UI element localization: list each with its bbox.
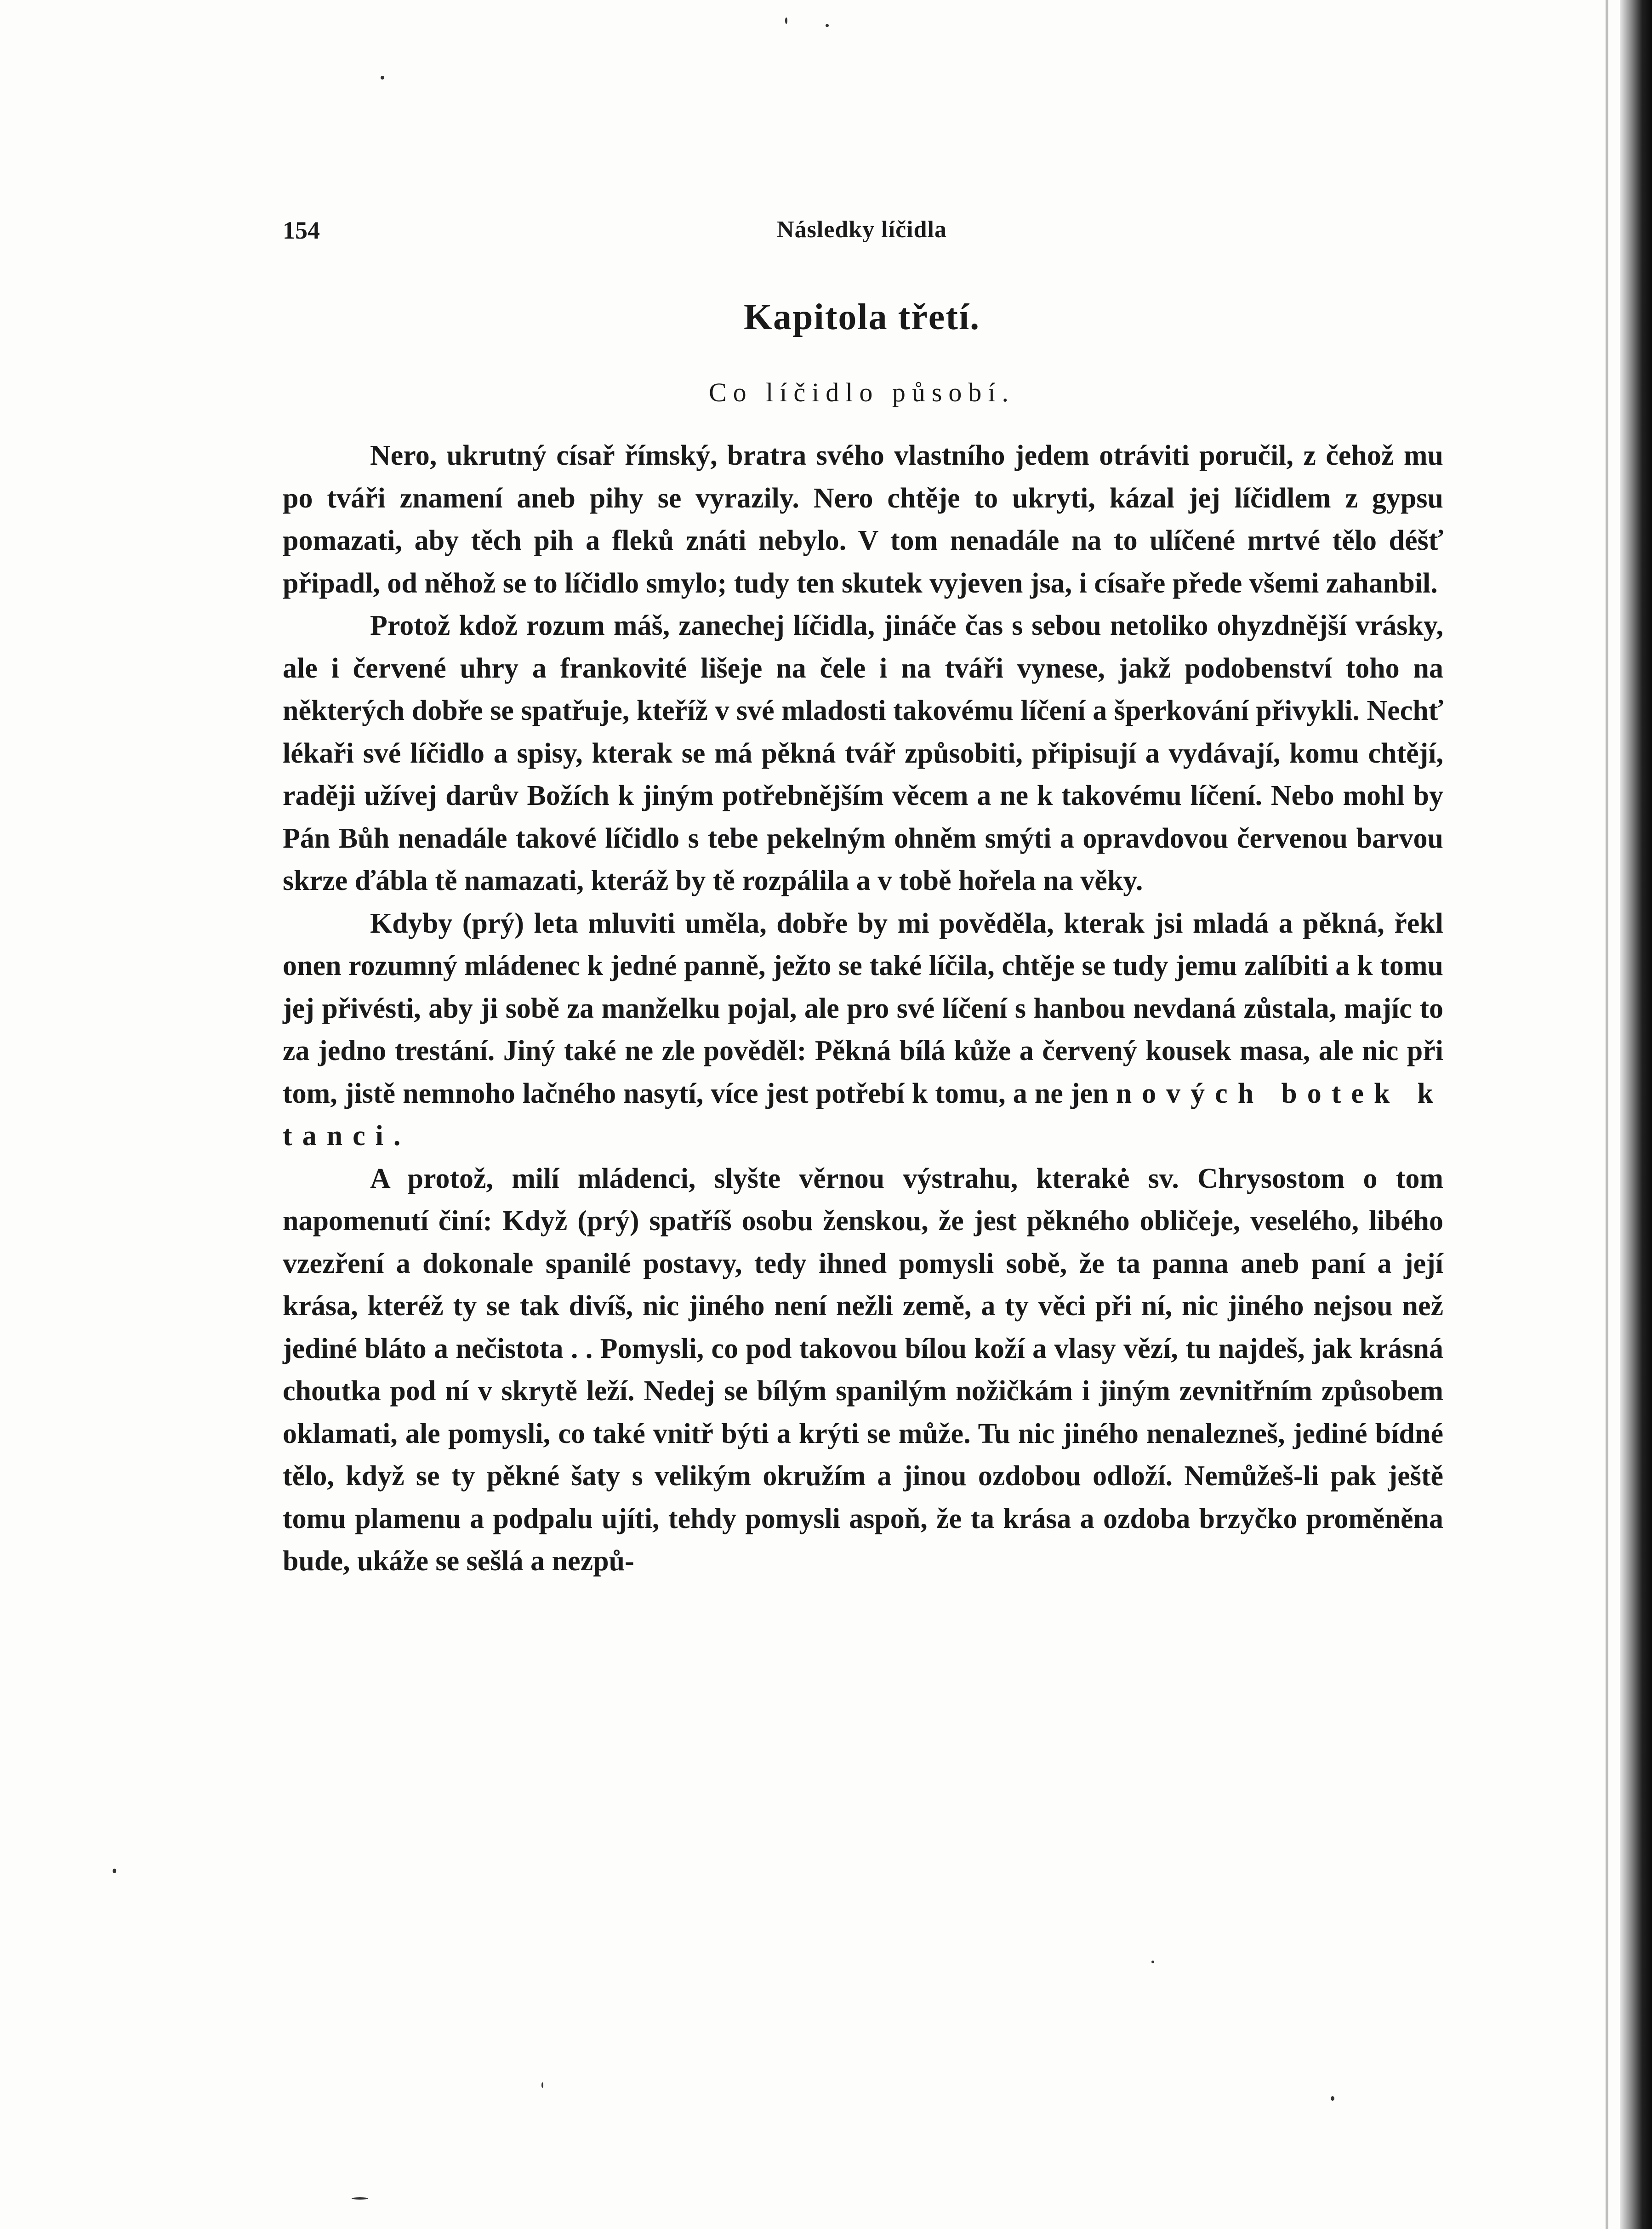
chapter-subtitle: Co líčidlo působí. [708, 377, 1015, 407]
chapter-title: Kapitola třetí. [743, 297, 980, 337]
speck [352, 2197, 368, 2200]
paragraph-3-spaced-ending: nových botek k tanci. [283, 1077, 1443, 1152]
running-head: Následky líčidla [777, 217, 947, 243]
speck [1331, 2096, 1334, 2101]
paragraph-3-text: Kdyby (prý) leta mluviti uměla, dobře by mi pověděla, kterak jsi mladá a pěkná, řekl onen rozumný mládenec k jedné panně, ježto se také líčila, chtěje se tudy jemu zalíbiti a k tomu jej přivésti, aby ji sobě za manželku pojal, ale pro své líčení s hanbou nevdaná zůstala, majíc to za jedno trestání. Jiný také ne zle pověděl: Pěkná bílá kůže a červený kousek masa, ale nic při tom, jistě nemnoho lačného nasytí, více jest potřebí k tomu, a ne jen [283, 907, 1443, 1109]
paragraph-1: Nero, ukrutný císař římský, bratra svého vlastního jedem otráviti poručil, z čehož mu po tváři znamení aneb pihy se vyrazily. Nero chtěje to ukryti, kázal jej líčidlem z gypsu pomazati, aby těch pih a fleků znáti nebylo. V tom nenadále na to ulíčené mrtvé tělo déšť připadl, od něhož se to líčidlo smylo; tudy ten skutek vyjeven jsa, i císaře přede všemi zahanbil. [283, 440, 1443, 599]
paragraph-2: Protož kdož rozum máš, zanechej líčidla, jináče čas s sebou netoliko ohyzdnější vrásky, ale i červené uhry a frankovité lišeje na čele i na tváři vynese, jakž podobenství toho na některých dobře se spatřuje, kteříž v své mladosti takovému líčení a šperkování přivykli. Nechť lékaři své líčidlo a spisy, kterak se má pěkná tvář způsobiti, připisují a vydávají, komu chtějí, raději užívej darův Božích k jiným potřebnějším věcem a ne k takovému líčení. Nebo mohl by Pán Bůh nenadále takové líčidlo s tebe pekelným ohněm smýti a opravdovou červenou barvou skrze ďábla tě namazati, kteráž by tě rozpálila a v tobě hořela na věky. [283, 610, 1443, 896]
speck [381, 76, 384, 80]
paragraph-4: A protož, milí mládenci, slyšte věrnou výstrahu, kterakė sv. Chrysostom o tom napomenutí činí: Když (prý) spatříš osobu ženskou, že jest pěkného obličeje, veselého, libého vzezření a dokonale spanilé postavy, tedy ihned pomysli sobě, že ta panna aneb paní a její krása, kteréž ty se tak divíš, nic jiného není nežli země, a ty věci při ní, nic jiného nejsou než jediné bláto a nečistota . . Pomysli, co pod takovou bílou koží a vlasy vězí, tu najdeš, jak krásná choutka pod ní v skrytě leží. Nedej se bílým spanilým nožičkám i jiným zevnitřním způsobem oklamati, ale pomysli, co také vnitř býti a krýti se může. Tu nic jiného nenalezneš, jediné bídné tělo, když se ty pěkné šaty s velikým okružím a jinou ozdobou odloží. Nemůžeš-li pak ještě tomu plamenu a podpalu ujíti, tehdy pomysli aspoň, že ta krása a ozdoba brzyčko proměněna bude, ukáže se sešlá a nezpů- [283, 1163, 1443, 1577]
paragraph-3 [283, 902, 1443, 1157]
speck [113, 1869, 116, 1873]
page-edge-line [1606, 0, 1608, 2229]
page-number: 154 [283, 217, 320, 244]
page-header [283, 216, 1441, 248]
speck [1151, 1961, 1154, 1963]
body-text [283, 434, 1443, 1583]
binding-shadow [1620, 0, 1652, 2229]
speck [826, 24, 829, 27]
speck [541, 2082, 543, 2088]
speck [785, 17, 787, 24]
